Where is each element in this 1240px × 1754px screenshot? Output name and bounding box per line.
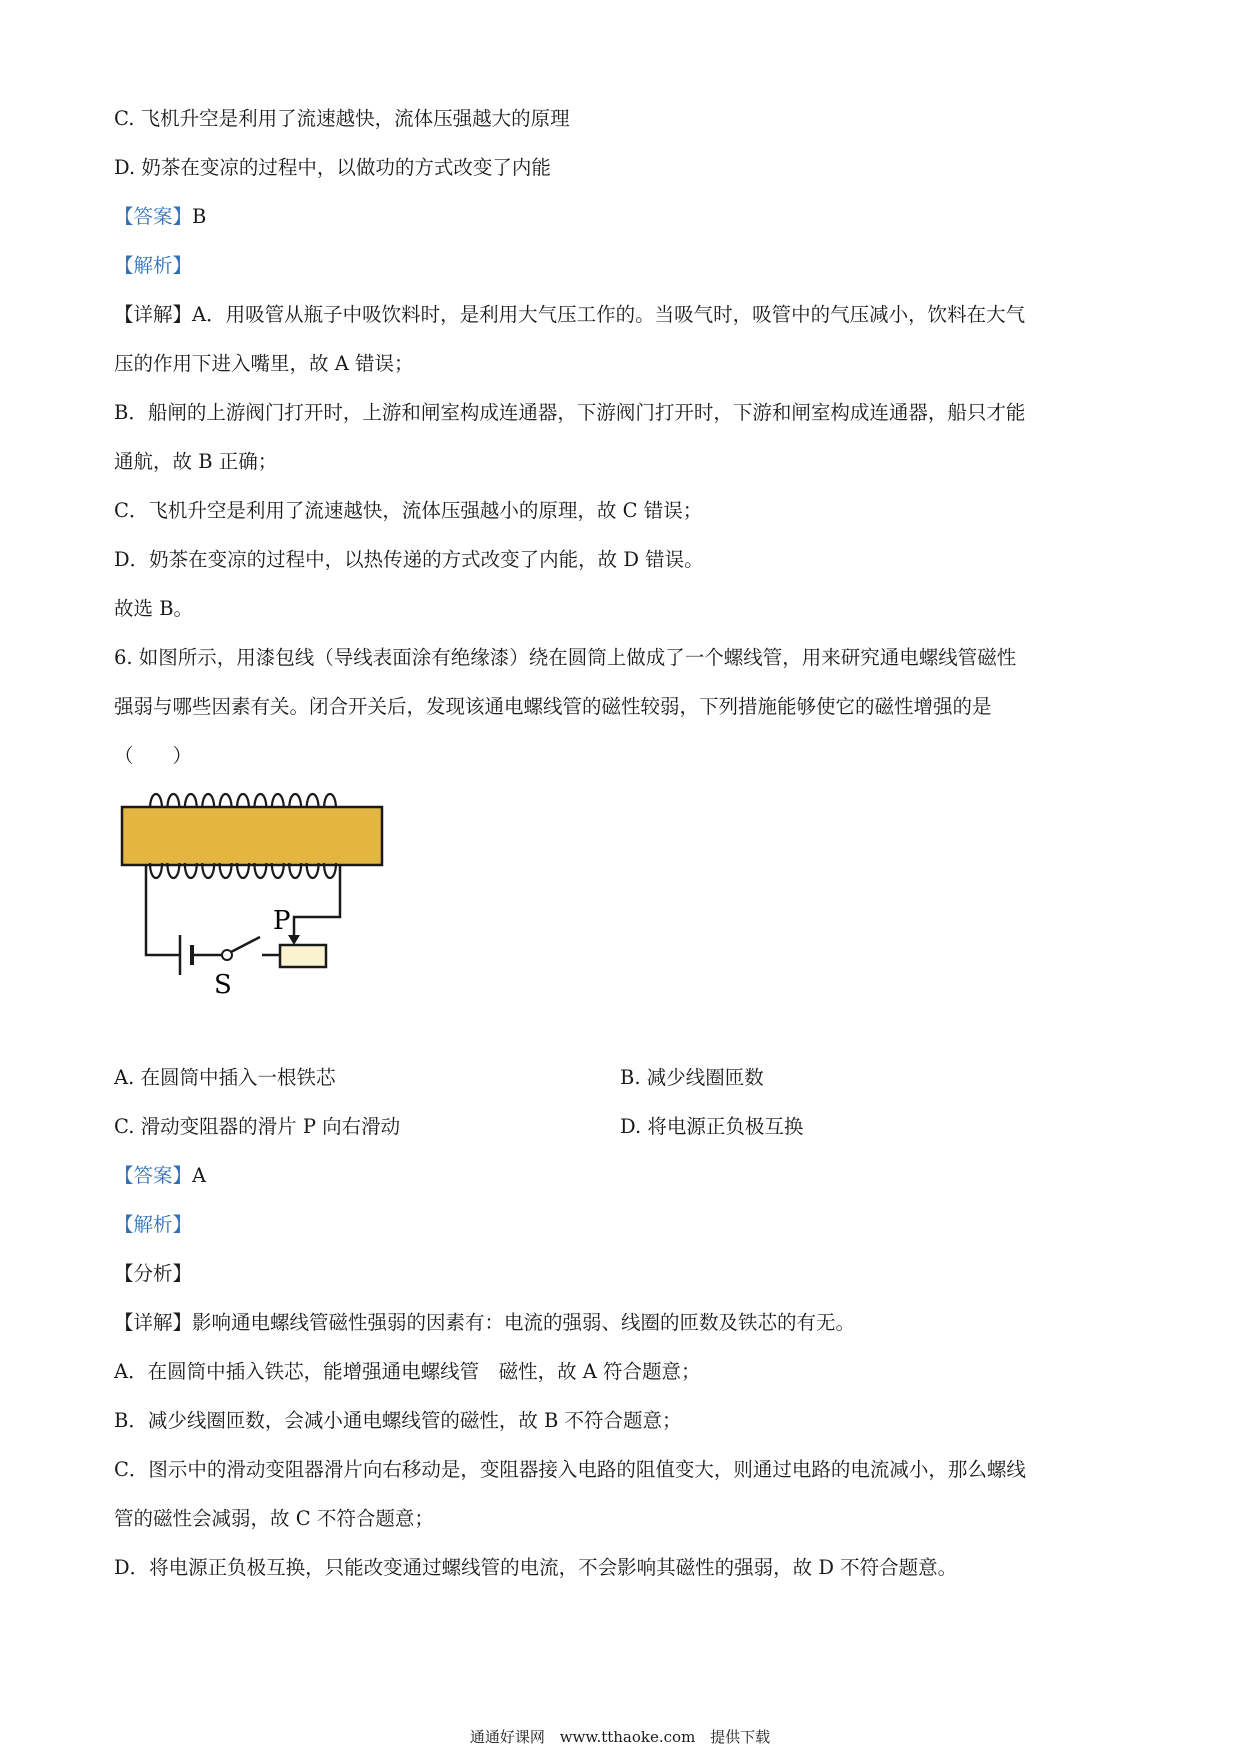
q6-option-c: C. 滑动变阻器的滑片 P 向右滑动 xyxy=(114,1115,401,1138)
q5-detail-d: D．奶茶在变凉的过程中，以热传递的方式改变了内能，故 D 错误。 xyxy=(114,548,704,571)
detail-text: 影响通电螺线管磁性强弱的因素有：电流的强弱、线圈的匝数及铁芯的有无。 xyxy=(192,1311,856,1334)
rheostat xyxy=(280,945,326,967)
q5-detail-b-2: 通航，故 B 正确； xyxy=(114,450,278,473)
q6-detail-intro xyxy=(114,1308,1140,1338)
answer-tag: 【答案】 xyxy=(114,1164,193,1187)
q5-analysis-tag xyxy=(114,251,1140,281)
q6-stem-line-2: 强弱与哪些因素有关。闭合开关后，发现该通电螺线管的磁性较弱，下列措施能够使它的磁性增强的是 xyxy=(114,695,992,718)
label-p: P xyxy=(273,906,291,936)
footer-url[interactable]: www.tthaoke.com xyxy=(559,1728,696,1746)
q6-fenxi-tag: 【分析】 xyxy=(114,1262,193,1285)
q5-answer xyxy=(114,202,1140,232)
switch-pivot xyxy=(222,950,232,960)
analysis-tag: 【解析】 xyxy=(114,1213,193,1236)
answer-value: B xyxy=(192,205,207,228)
q5-detail-line-2: 压的作用下进入嘴里，故 A 错误； xyxy=(114,352,414,375)
q6-answer xyxy=(114,1161,1140,1191)
label-s: S xyxy=(214,970,232,1000)
q5-detail-b-1: B．船闸的上游阀门打开时，上游和闸室构成连通器，下游阀门打开时，下游和闸室构成连通器，船只才能 xyxy=(114,401,1026,424)
q6-option-d: D. 将电源正负极互换 xyxy=(620,1115,804,1138)
switch-blade xyxy=(231,937,260,952)
answer-tag: 【答案】 xyxy=(114,205,193,228)
q5-conclusion: 故选 B。 xyxy=(114,597,194,620)
q6-stem-line-3: （ ） xyxy=(114,744,193,767)
analysis-tag: 【解析】 xyxy=(114,254,193,277)
q6-detail-b: B．减少线圈匝数，会减小通电螺线管的磁性，故 B 不符合题意； xyxy=(114,1409,682,1432)
q6-detail-c-1: C．图示中的滑动变阻器滑片向右移动是，变阻器接入电路的阻值变大，则通过电路的电流减小，那么螺线 xyxy=(114,1458,1026,1481)
q5-option-d: D. 奶茶在变凉的过程中，以做功的方式改变了内能 xyxy=(114,156,551,179)
answer-value: A xyxy=(192,1164,207,1187)
solenoid-circuit-figure xyxy=(110,785,400,1005)
slider-arrow xyxy=(288,935,300,945)
detail-tag: 【详解】 xyxy=(114,303,193,326)
q6-option-a: A. 在圆筒中插入一根铁芯 xyxy=(114,1066,336,1089)
footer-site-name: 通通好课网 xyxy=(469,1728,545,1746)
detail-tag: 【详解】 xyxy=(114,1311,193,1334)
q6-stem-line-1: 6. 如图所示，用漆包线（导线表面涂有绝缘漆）绕在圆筒上做成了一个螺线管，用来研究通电螺线管磁性 xyxy=(114,646,1017,669)
detail-text: A．用吸管从瓶子中吸饮料时，是利用大气压工作的。当吸气时，吸管中的气压减小，饮料在大气 xyxy=(192,303,1026,326)
q6-detail-c-2: 管的磁性会减弱，故 C 不符合题意； xyxy=(114,1507,434,1530)
q5-option-c: C. 飞机升空是利用了流速越快，流体压强越大的原理 xyxy=(114,107,570,130)
q6-detail-d: D．将电源正负极互换，只能改变通过螺线管的电流，不会影响其磁性的强弱，故 D 不符合题意。 xyxy=(114,1556,958,1579)
footer-suffix: 提供下载 xyxy=(710,1728,771,1746)
page-footer xyxy=(0,1726,1240,1748)
solenoid-tube xyxy=(122,807,382,865)
q5-detail-line-1 xyxy=(114,300,1140,330)
q6-option-b: B. 减少线圈匝数 xyxy=(620,1066,764,1089)
q6-analysis-tag xyxy=(114,1210,1140,1240)
q6-detail-a: A．在圆筒中插入铁芯，能增强通电螺线管 磁性，故 A 符合题意； xyxy=(114,1360,701,1383)
q5-detail-c: C．飞机升空是利用了流速越快，流体压强越小的原理，故 C 错误； xyxy=(114,499,703,522)
